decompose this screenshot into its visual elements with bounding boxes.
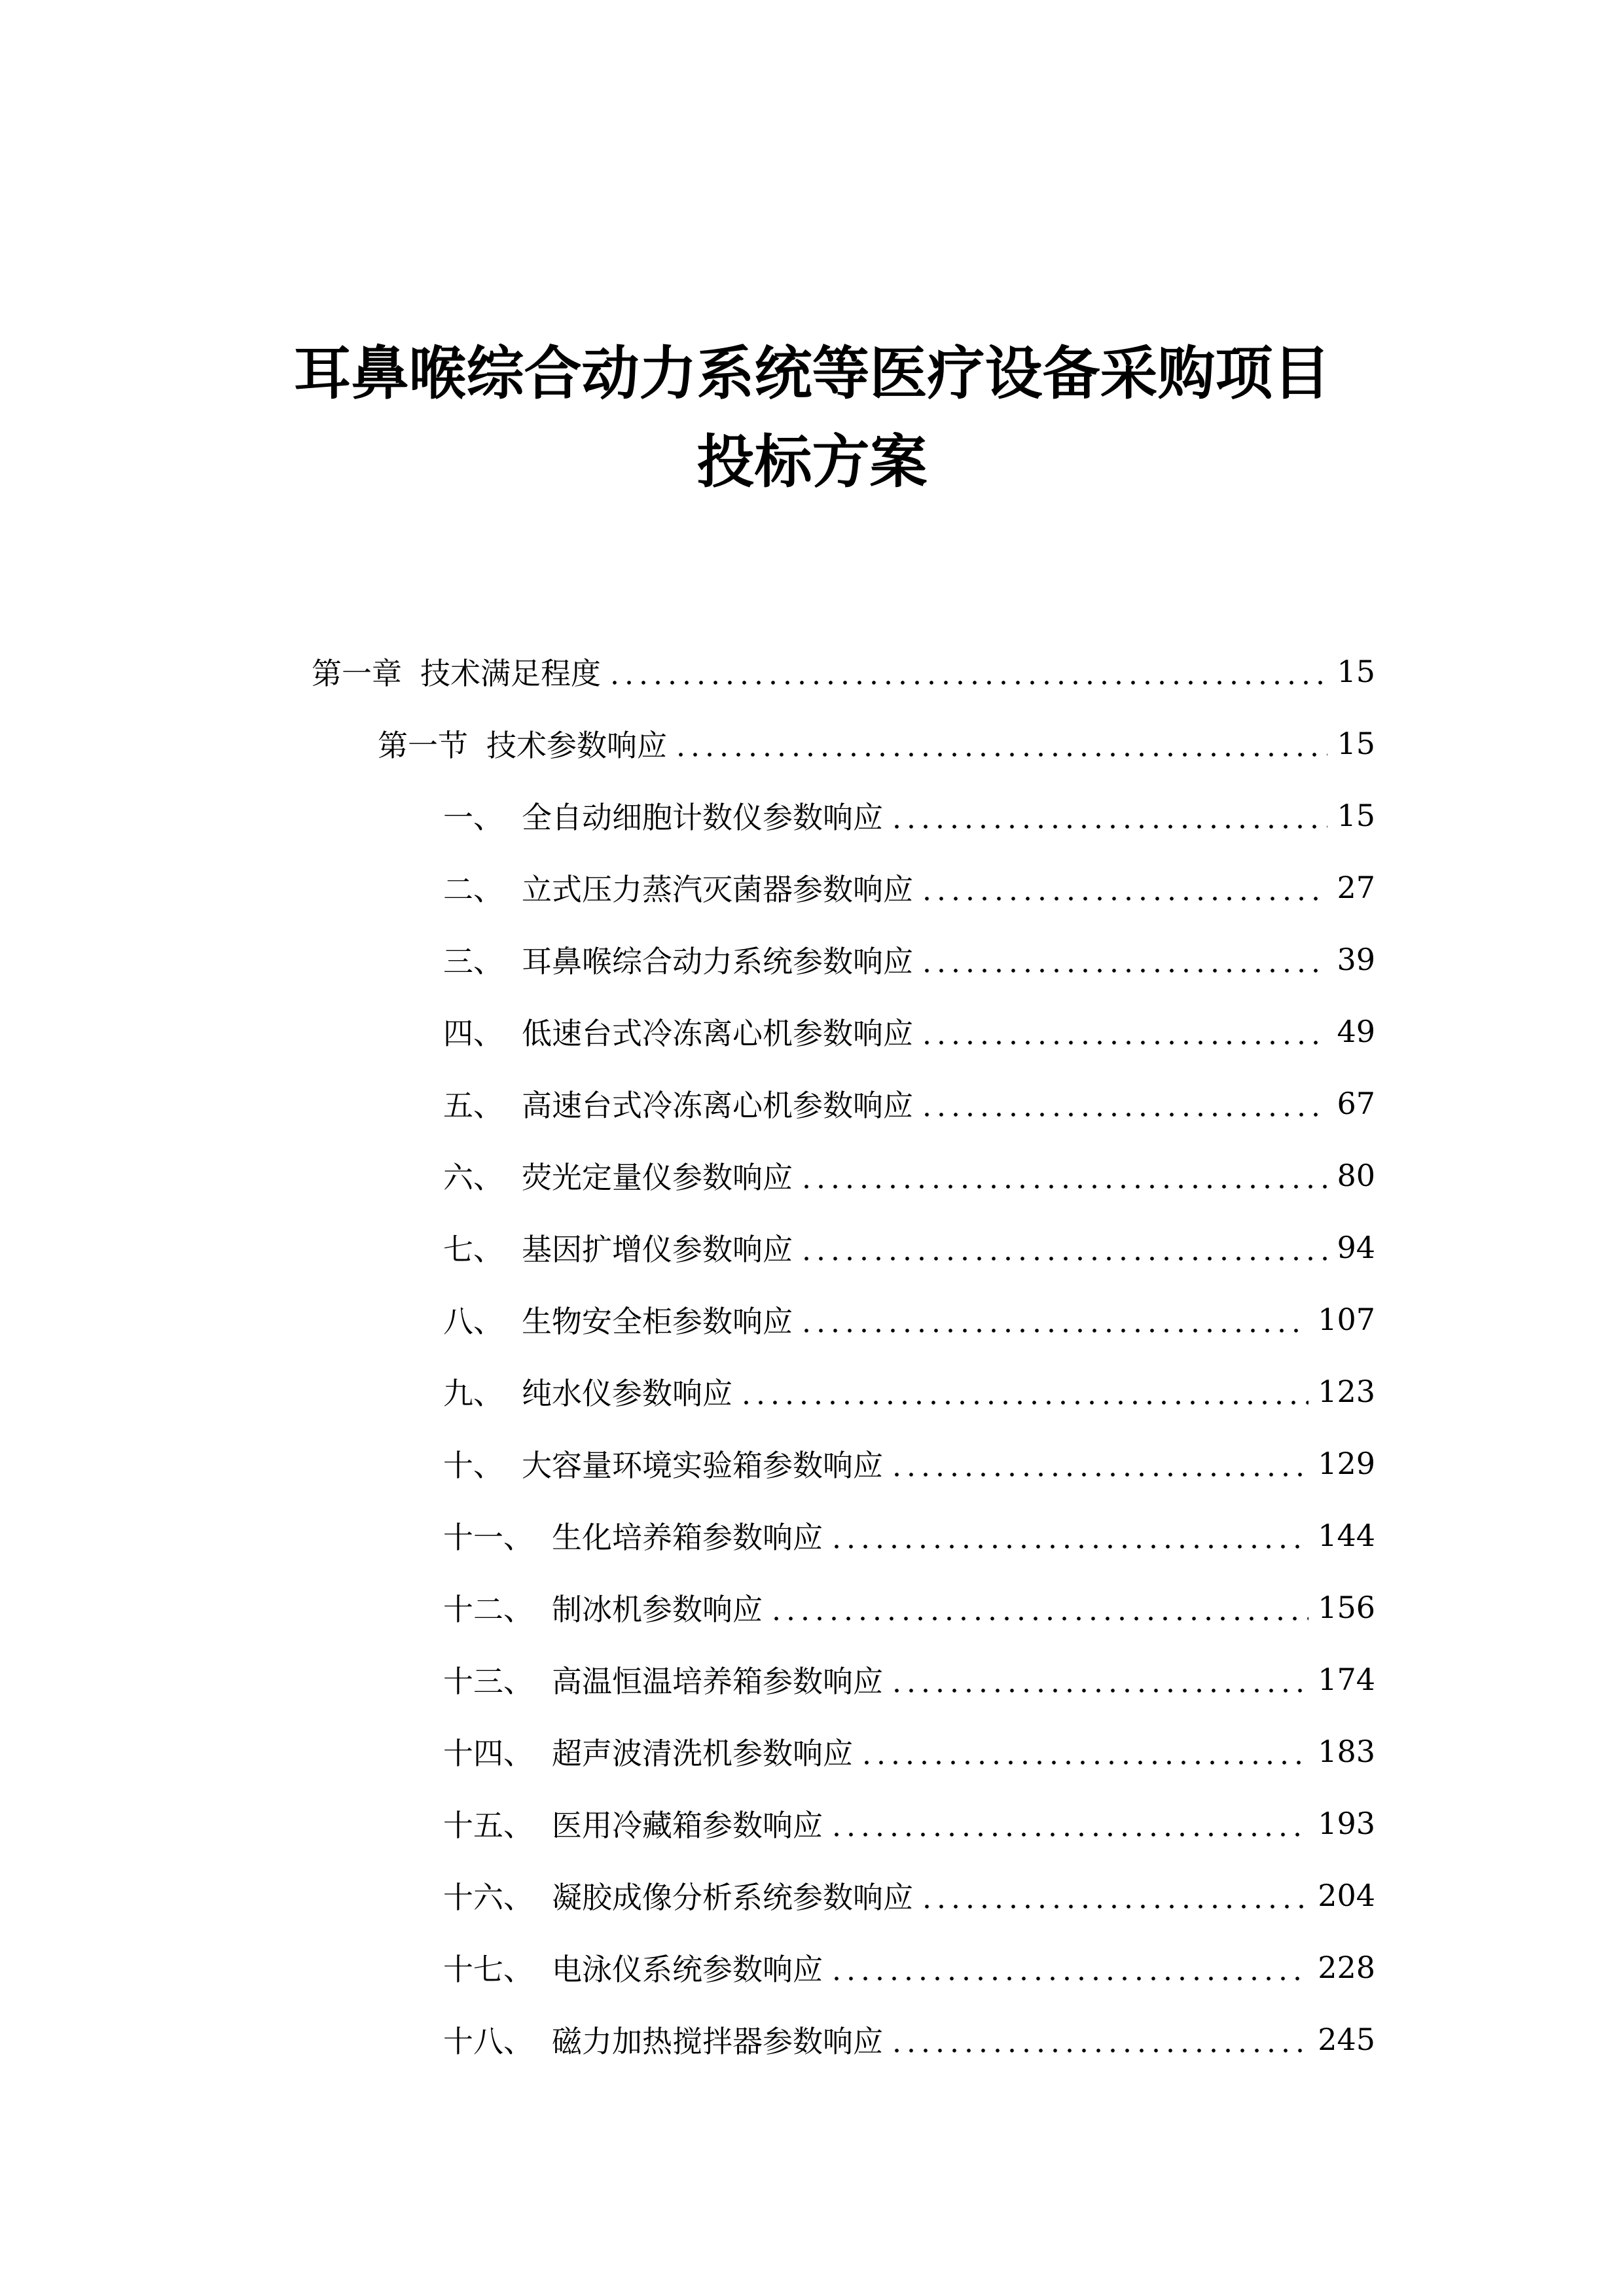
toc-entry-page: 27 bbox=[1337, 870, 1375, 905]
toc-entry[interactable] bbox=[443, 1787, 1375, 1859]
toc-dot-leader bbox=[890, 800, 1327, 831]
toc-dot-leader bbox=[920, 872, 1327, 903]
toc-entry-title: 医用冷藏箱参数响应 bbox=[552, 1808, 823, 1843]
toc-dot-leader bbox=[859, 1736, 1308, 1767]
toc-entry-page: 123 bbox=[1318, 1374, 1375, 1409]
toc-entry-title: 高速台式冷冻离心机参数响应 bbox=[522, 1088, 913, 1123]
toc-dot-leader bbox=[829, 1952, 1308, 1982]
toc-entry-title: 电泳仪系统参数响应 bbox=[552, 1952, 823, 1987]
toc-dot-leader bbox=[890, 1664, 1308, 1695]
toc-entry-title: 耳鼻喉综合动力系统参数响应 bbox=[522, 944, 913, 979]
toc-dot-leader bbox=[920, 944, 1327, 975]
toc-entry[interactable] bbox=[443, 1067, 1375, 1139]
toc-entry-number: 八、 bbox=[443, 1304, 503, 1339]
toc-entry-title: 纯水仪参数响应 bbox=[522, 1376, 732, 1411]
toc-dot-leader bbox=[799, 1304, 1308, 1335]
document-subtitle: 投标方案 bbox=[696, 428, 928, 495]
toc-entry-number: 十一、 bbox=[443, 1520, 533, 1555]
toc-entry-number: 十五、 bbox=[443, 1808, 533, 1843]
toc-dot-leader bbox=[799, 1232, 1327, 1263]
toc-entry-number: 十八、 bbox=[443, 2024, 533, 2059]
toc-entry[interactable] bbox=[443, 924, 1375, 996]
toc-dot-leader bbox=[739, 1376, 1308, 1407]
toc-entry-number: 二、 bbox=[443, 872, 503, 907]
toc-dot-leader bbox=[674, 728, 1327, 759]
toc-entry-number: 十二、 bbox=[443, 1592, 533, 1627]
toc-entry-title: 生化培养箱参数响应 bbox=[552, 1520, 823, 1555]
toc-entry-page: 49 bbox=[1337, 1014, 1375, 1049]
toc-entry-title: 超声波清洗机参数响应 bbox=[552, 1736, 853, 1771]
toc-dot-leader bbox=[920, 1880, 1308, 1910]
toc-entry[interactable] bbox=[443, 1499, 1375, 1571]
toc-entry[interactable] bbox=[443, 1355, 1375, 1427]
toc-entry-page: 174 bbox=[1318, 1662, 1375, 1697]
toc-dot-leader bbox=[799, 1160, 1327, 1191]
toc-dot-leader bbox=[607, 656, 1327, 687]
toc-entry-title: 低速台式冷冻离心机参数响应 bbox=[522, 1016, 913, 1051]
toc-dot-leader bbox=[890, 1448, 1308, 1479]
toc-entry[interactable] bbox=[443, 1715, 1375, 1787]
toc-entry-number: 第一章 bbox=[312, 656, 402, 691]
toc-dot-leader bbox=[829, 1520, 1308, 1551]
toc-entry-page: 144 bbox=[1318, 1518, 1375, 1553]
toc-entry-number: 四、 bbox=[443, 1016, 503, 1051]
toc-entry-number: 十六、 bbox=[443, 1880, 533, 1915]
toc-entry-page: 245 bbox=[1318, 2022, 1375, 2057]
toc-entry[interactable] bbox=[312, 636, 1375, 708]
toc-entry-title: 凝胶成像分析系统参数响应 bbox=[552, 1880, 913, 1915]
toc-entry-page: 107 bbox=[1318, 1302, 1375, 1337]
toc-entry-number: 五、 bbox=[443, 1088, 503, 1123]
toc-entry-title: 生物安全柜参数响应 bbox=[522, 1304, 793, 1339]
toc-entry-number: 九、 bbox=[443, 1376, 503, 1411]
toc-entry-number: 三、 bbox=[443, 944, 503, 979]
toc-entry[interactable] bbox=[443, 996, 1375, 1067]
toc-entry-number: 十四、 bbox=[443, 1736, 533, 1771]
toc-entry[interactable] bbox=[443, 2003, 1375, 2075]
toc-entry-title: 制冰机参数响应 bbox=[552, 1592, 763, 1627]
toc-dot-leader bbox=[829, 1808, 1308, 1839]
toc-entry-page: 156 bbox=[1318, 1590, 1375, 1625]
toc-entry-page: 193 bbox=[1318, 1806, 1375, 1841]
toc-entry-title: 大容量环境实验箱参数响应 bbox=[522, 1448, 883, 1483]
toc-entry-number: 第一节 bbox=[378, 728, 468, 763]
toc-entry-title: 全自动细胞计数仪参数响应 bbox=[522, 800, 883, 835]
toc-entry-number: 六、 bbox=[443, 1160, 503, 1195]
toc-dot-leader bbox=[920, 1088, 1327, 1119]
toc-entry-number: 一、 bbox=[443, 800, 503, 835]
toc-entry-page: 15 bbox=[1337, 798, 1375, 833]
toc-entry[interactable] bbox=[443, 1931, 1375, 2003]
toc-entry-number: 十、 bbox=[443, 1448, 503, 1483]
toc-entry-page: 94 bbox=[1337, 1230, 1375, 1265]
toc-entry-title: 高温恒温培养箱参数响应 bbox=[552, 1664, 883, 1699]
toc-dot-leader bbox=[890, 2024, 1308, 2054]
toc-entry-number: 十七、 bbox=[443, 1952, 533, 1987]
toc-entry-number: 十三、 bbox=[443, 1664, 533, 1699]
toc-entry[interactable] bbox=[443, 1283, 1375, 1355]
toc-entry-title: 立式压力蒸汽灭菌器参数响应 bbox=[522, 872, 913, 907]
toc-entry-page: 80 bbox=[1337, 1158, 1375, 1193]
toc-entry-page: 183 bbox=[1318, 1734, 1375, 1769]
toc-entry[interactable] bbox=[443, 852, 1375, 924]
toc-entry[interactable] bbox=[443, 1211, 1375, 1283]
toc-entry-title: 技术满足程度 bbox=[420, 656, 601, 691]
toc-entry[interactable] bbox=[443, 1571, 1375, 1643]
toc-entry-page: 129 bbox=[1318, 1446, 1375, 1481]
toc-entry[interactable] bbox=[443, 1859, 1375, 1931]
toc-entry-page: 228 bbox=[1318, 1950, 1375, 1985]
toc-entry-page: 67 bbox=[1337, 1086, 1375, 1121]
toc-entry-title: 荧光定量仪参数响应 bbox=[522, 1160, 793, 1195]
toc-entry[interactable] bbox=[443, 1643, 1375, 1715]
toc-entry-page: 204 bbox=[1318, 1878, 1375, 1913]
toc-dot-leader bbox=[920, 1016, 1327, 1047]
toc-entry[interactable] bbox=[443, 780, 1375, 852]
toc-entry[interactable] bbox=[443, 1427, 1375, 1499]
toc-entry-title: 技术参数响应 bbox=[486, 728, 667, 763]
toc-entry[interactable] bbox=[443, 1139, 1375, 1211]
toc-dot-leader bbox=[769, 1592, 1308, 1623]
toc-entry-page: 15 bbox=[1337, 726, 1375, 761]
toc-entry[interactable] bbox=[378, 708, 1375, 780]
toc-entry-title: 磁力加热搅拌器参数响应 bbox=[552, 2024, 883, 2059]
toc-entry-title: 基因扩增仪参数响应 bbox=[522, 1232, 793, 1267]
toc-entry-page: 39 bbox=[1337, 942, 1375, 977]
document-title: 耳鼻喉综合动力系统等医疗设备采购项目 bbox=[293, 340, 1331, 407]
toc-entry-page: 15 bbox=[1337, 654, 1375, 689]
toc-entry-number: 七、 bbox=[443, 1232, 503, 1267]
